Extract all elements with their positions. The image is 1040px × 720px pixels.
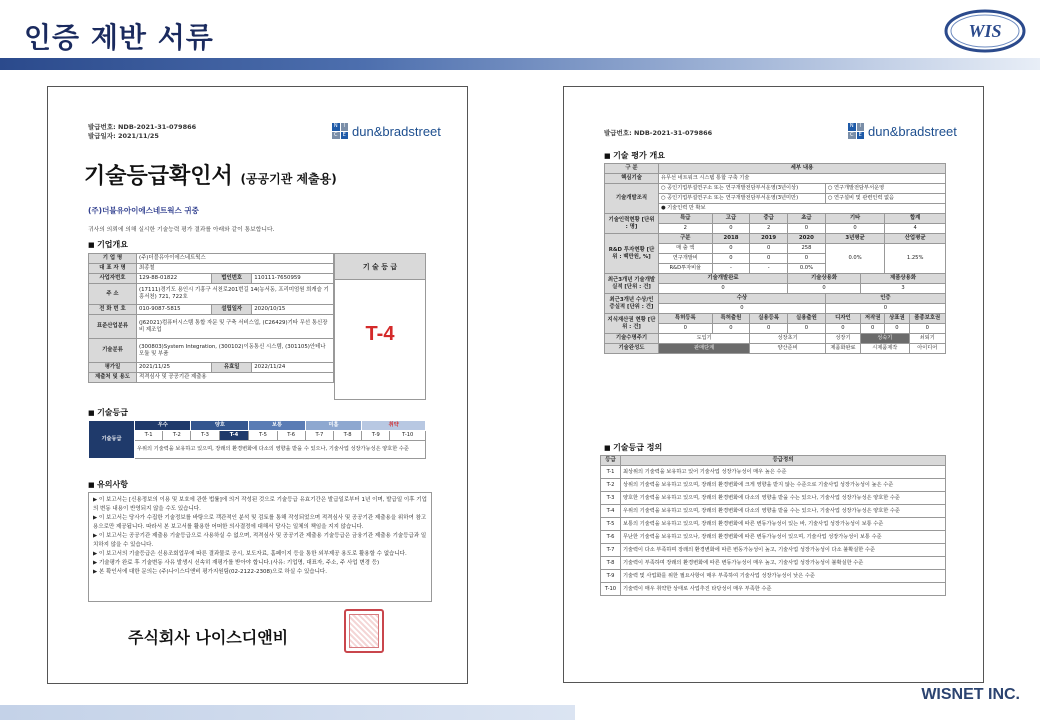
note-item: ▶ 본 확인서에 대한 문의는 (주)나이스디앤비 평가지원팀(02-2122-2308)으로 하실 수 있습니다. bbox=[93, 569, 327, 575]
note-item: ▶ 이 보고서는 당사가 수집한 기술정보를 바탕으로 객관적인 분석 및 검토를 통해 작성되었으며 적격심사 및 공공기관 제출용을 위하여 참고용으로만 제공됩니다. 따라서 본 보고서를 활용한 어떠한 의사결정에 대해서 당사는 일체의 책임을 지지 않습니다. bbox=[93, 515, 427, 530]
level-cell: T-5 bbox=[249, 431, 277, 441]
footer-bar bbox=[0, 705, 575, 720]
nice-logo-icon: N I C E bbox=[848, 123, 864, 139]
grade-definition-table: 등급 등급정의 T-1 최상위의 기술력을 보유하고 있어 기술사업 성장가능성이 매우 높은 수준 T-2 상위의 기술력을 보유하고 있으며, 장래의 환경변화에 크게 영향을 받지 않는 수준으로 기술사업 성장가능성이 높은 수준 T-3 양호한 기술력을 보유하고 있으며, 장래의 환경변화에 다소의 영향을 받을 수는 있으나, 기술사업 성장가능성은 양호한 수준 T-4 우위의 기술력을 보유하고 있으며, 장래의 환경변화에 다소의 영향을 받을 수는 있으나, 기술사업 성장가능성은 양호한 수준 T-5 보통의 기술력을 보유하고 있으며, 장래의 환경변화에 따른 변동가능성이 있는 바, 기술사업 성장가능성이 보통 수준 T-6 무난한 기술력을 보유하고 있으나, 장래의 환경변화에 따른 변동가능성이 있으며, 기술사업 성장가능성이 보통 수준 T-7 기술력이 다소 부족하며 장래의 환경변화에 따른 변동가능성이 높고, 기술사업 성장가능성이 다소 불확실한 수준 T-8 기술력이 부족하며 장래의 환경변화에 따른 변동가능성이 매우 높고, 기술사업 성장가능성이 불확실한 수준 T-9 기술력 및 사업화를 위한 필요사항이 매우 부족하여 기술사업 성장가능성이 낮은 수준 T-10 기술력이 매우 취약한 상태로 사업추진 타당성이 매우 부족한 수준 bbox=[600, 455, 946, 596]
band-weak: 미흡 bbox=[305, 421, 361, 431]
level-cell: T-8 bbox=[334, 431, 362, 441]
level-cell: T-9 bbox=[362, 431, 390, 441]
section-company-overview: ■ 기업개요 bbox=[88, 239, 128, 250]
level-cell: T-2 bbox=[163, 431, 191, 441]
issuer-signature: 주식회사 나이스디앤비 bbox=[128, 628, 289, 647]
note-item: ▶ 기술평가 완료 후 기술변동 사유 발생시 신속히 재평가를 받아야 합니다.(사유: 기업명, 대표자, 주소, 주 사업 변경 등) bbox=[93, 560, 380, 566]
section-tech-grade: ■ 기술등급 bbox=[88, 407, 128, 418]
band-poor: 취약 bbox=[362, 421, 426, 431]
level-cell: T-10 bbox=[390, 431, 426, 441]
band-excellent: 우수 bbox=[135, 421, 191, 431]
completeness-stage: 시제품제작 bbox=[861, 344, 909, 354]
tech-evaluation-summary bbox=[563, 86, 984, 683]
section-grade-definition: ■ 기술등급 정의 bbox=[604, 442, 662, 453]
lifecycle-stage: 도입기 bbox=[659, 334, 750, 344]
level-cell: T-7 bbox=[305, 431, 333, 441]
logo-text: WIS bbox=[968, 21, 1002, 41]
band-normal: 보통 bbox=[249, 421, 305, 431]
brand-text: dun&bradstreet bbox=[352, 123, 441, 139]
tech-grade-certificate bbox=[47, 86, 468, 684]
company-overview-table: 기 업 명 (주)더블유아이에스네트웍스 대 표 자 명 최종철 사업자번호 129-88-01822 법인번호 110111-7650959 주 소 (17111)경기도 용인시 기흥구 서천로201번길 14(농서동, 프리미엄원 희캐슬 기흥서천) 721, 722호 전 화 번 호 010-9087-5815 설립일자 2020/10/15 표준산업분류 (J62021)컴퓨터시스템 통합 자문 및 구축 서비스업, (C26429)기타 무선 통신장비 제조업 기술분류 (300803)System Integration, (300102)이동통신 시스템, (301105)안테나 모듈 및 부품 평가일 2021/11/25 유효일 2022/11/24 제출처 및 용도 적격심사 및 공공기관 제출용 bbox=[88, 253, 334, 383]
slide-title: 인증 제반 서류 bbox=[24, 21, 214, 54]
document-title bbox=[84, 159, 337, 190]
level-cell-selected: T-4 bbox=[219, 431, 249, 441]
tech-grade-box bbox=[334, 253, 426, 400]
recipient-company: (주)더블유아이에스네트웍스 귀중 bbox=[88, 206, 199, 215]
lifecycle-stage: 쇠퇴기 bbox=[909, 334, 946, 344]
company-seal-icon bbox=[344, 609, 384, 653]
nice-logo-icon: N I C E bbox=[332, 123, 348, 139]
evaluation-table: 구 분 세부 내용 핵심기술 유무선 네트워크 시스템 통합 구축 기술 기술개발조직 ○ 공인기업부설연구소 또는 연구개발전담부서운영(3년이상) ○ 연구개발전담부서운영 ○ 공인기업부설연구소 또는 연구개발전담부서운영(3년미만) ○ 연구설비 및 관련인력 없음 ● 기술인력 만 확보 기술인력현황 [단위 : 명] 특급 고급 중급 초급 기타 합계 2 0 2 0 0 4 R&D 투자현황 [단위 : 백만원, %] 구분 2018 2019 2020 3년평균 산업평균 매 출 액 0 0 258 0.0% 1.25% 연구개발비 0 0 0 R&D투자비율 - - 0.0% 최근3개년 기술개발실적 [단위 : 건] 기술개발완료 기술상용화 제품상용화 0 0 3 최근3개년 수상/인증실적 [단위 : 건] 수상 인증 0 0 지식재산권 현황 [단위 : 건] 특허등록 특허출원 실용등록 실용출원 디자인 저작권 상표권 품종보호권 0 0 0 0 0 0 0 0 기술수명주기 도입기 성장초기 성장기 성숙기 쇠퇴기 기술완성도 판매단계 양산준비 제품화완료 시제품제작 아이디어 bbox=[604, 163, 946, 354]
level-cell: T-6 bbox=[277, 431, 305, 441]
nice-brand bbox=[848, 123, 957, 139]
title-main: 기술등급확인서 bbox=[84, 164, 233, 189]
note-item: ▶ 이 보고서는 공공기관 제출용 기술등급으로 사용하실 수 없으며, 적격심사 및 공공기관 제출용 기술등급은 금융기관 제출용 기술등급과 일치하지 않을 수 있습니다. bbox=[93, 533, 427, 548]
section-evaluation-overview: ■ 기술 평가 개요 bbox=[604, 150, 665, 161]
grade-label: 기술등급 bbox=[89, 421, 135, 459]
grade-header: 기 술 등 급 bbox=[335, 254, 425, 280]
band-good: 양호 bbox=[191, 421, 249, 431]
notes-box bbox=[88, 492, 432, 602]
completeness-stage: 아이디어 bbox=[909, 344, 946, 354]
title-sub: (공공기관 제출용) bbox=[240, 172, 337, 186]
issue-number: 발급번호: NDB-2021-31-079866 bbox=[88, 123, 197, 131]
completeness-stage: 제품화완료 bbox=[825, 344, 860, 354]
completeness-stage: 양산준비 bbox=[750, 344, 826, 354]
level-cell: T-1 bbox=[135, 431, 163, 441]
intro-text: 귀사의 의뢰에 의해 실시한 기술능력 평가 결과를 아래와 같이 통보합니다. bbox=[88, 227, 275, 233]
completeness-stage-selected: 판매단계 bbox=[659, 344, 750, 354]
brand-text: dun&bradstreet bbox=[868, 123, 957, 139]
nice-brand bbox=[332, 123, 441, 139]
note-item: ▶ 이 보고서는 [신용정보의 이용 및 보호에 관한 법률]에 의거 작성된 것으로 기술등급 유효기간은 발급일로부터 1년 이며, 발급일 이후 기업의 변동 내용이 반영되지 않을 수도 있습니다. bbox=[93, 497, 427, 512]
issue-number: 발급번호: NDB-2021-31-079866 bbox=[604, 129, 713, 137]
wis-logo-icon bbox=[944, 8, 1026, 54]
grade-scale-table bbox=[88, 420, 426, 459]
section-notes: ■ 유의사항 bbox=[88, 479, 128, 490]
grade-value: T-4 bbox=[365, 323, 395, 345]
lifecycle-stage: 성장기 bbox=[825, 334, 860, 344]
lifecycle-stage-selected: 성숙기 bbox=[861, 334, 909, 344]
issue-date: 발급일자: 2021/11/25 bbox=[88, 132, 159, 140]
lifecycle-stage: 성장초기 bbox=[750, 334, 826, 344]
note-item: ▶ 이 보고서의 기술등급은 신용조회업무에 따른 결과물로 공시, 보도자료, 홈페이지 등을 통한 외부제공 용도로 활용할 수 없습니다. bbox=[93, 551, 407, 557]
grade-description: 우위의 기술력을 보유하고 있으며, 장래의 환경변화에 다소의 영향을 받을 수 있으나, 기술사업 성장가능성은 양호한 수준 bbox=[135, 441, 426, 459]
footer-brand: WISNET INC. bbox=[921, 686, 1020, 703]
level-cell: T-3 bbox=[191, 431, 219, 441]
header-gradient-bar bbox=[0, 58, 1040, 70]
